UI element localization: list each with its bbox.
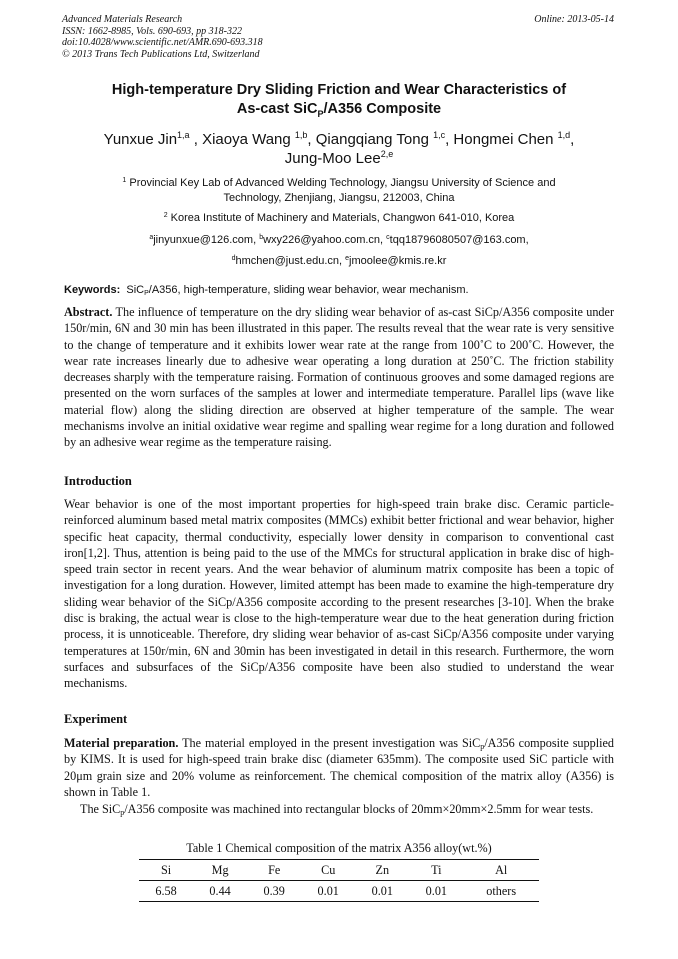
author-line-2 xyxy=(40,149,638,168)
table-header-cell: Si xyxy=(139,860,193,881)
table-header-cell: Al xyxy=(463,860,539,881)
affil-text: Technology, Zhenjiang, Jiangsu, 212003, China xyxy=(223,192,455,204)
affil-text: Korea Institute of Machinery and Materials, Changwon 641-010, Korea xyxy=(167,212,515,224)
table-caption: Table 1 Chemical composition of the matrix A356 alloy(wt.%) xyxy=(186,841,492,855)
email-link[interactable]: tqq18796080507@163.com, xyxy=(389,234,529,246)
title-text: /A356 Composite xyxy=(323,101,442,117)
affiliation-2 xyxy=(60,211,618,226)
title-subscript: P xyxy=(317,108,324,119)
email-mark: a xyxy=(149,234,154,241)
material-preparation-paragraph xyxy=(64,735,614,800)
email-link[interactable]: jinyunxue@126.com, xyxy=(153,234,260,246)
email-link[interactable]: jmoolee@kmis.re.kr xyxy=(349,255,447,267)
table-cell: 0.44 xyxy=(193,881,247,902)
doi-line[interactable]: doi:10.4028/www.scientific.net/AMR.690-693.318 xyxy=(62,37,263,48)
author-affil-mark: 1,a xyxy=(177,130,190,140)
author-name: , Hongmei Chen xyxy=(445,131,558,148)
keyword: /A356, high-temperature, sliding wear behavior, wear mechanism. xyxy=(148,284,469,296)
table-cell: 0.01 xyxy=(301,881,355,902)
subscript: p xyxy=(480,742,485,751)
email-line-1 xyxy=(60,233,618,248)
table-header-row xyxy=(139,860,539,881)
keyword-subscript: P xyxy=(144,290,149,297)
table-header-cell: Ti xyxy=(409,860,463,881)
section-heading-introduction: Introduction xyxy=(64,474,132,488)
email-mark: e xyxy=(345,255,350,262)
online-date: Online: 2013-05-14 xyxy=(534,14,614,25)
email-mark: c xyxy=(386,234,390,241)
keywords-line xyxy=(64,284,469,296)
author-list xyxy=(40,130,638,168)
paragraph-text: The SiC xyxy=(80,802,121,816)
title-line-2 xyxy=(40,100,638,124)
copyright-line: © 2013 Trans Tech Publications Ltd, Switzerland xyxy=(62,48,260,60)
affil-text: Provincial Key Lab of Advanced Welding Technology, Jiangsu University of Science and xyxy=(126,177,556,189)
abstract-text: The influence of temperature on the dry sliding wear behavior of as-cast SiCp/A356 composite under 150r/min, 6N and 30 min has been illustrated in this paper. The results reveal that the wear rate is very sensitive to the change of temperature and it exhibits lower wear rate at the range from 100˚C to 200˚C. However, the wear rate increases linearly due to adhesive wear operating a long duration at 250˚C. The friction stability decreases sharply with the temperature raising. Formation of continuous grooves and some damaged regions are presented on the worn surfaces of the samples at lower and intermediate temperature. Parallel lips (wave like material flow) along the sliding direction are observed at higher temperature of the sample. The wear mechanisms involve an initial oxidative wear regime and spalling wear regime for a long duration and followed by an adhesive wear regime as the temperature raising. xyxy=(64,305,614,450)
table-cell: 0.39 xyxy=(247,881,301,902)
author-affil-mark: 2,e xyxy=(380,149,394,159)
author-name: Jung-Moo Lee xyxy=(284,150,381,167)
author-name: , Xiaoya Wang xyxy=(189,131,295,148)
table-header-cell: Zn xyxy=(355,860,409,881)
author-affil-mark: 1,b xyxy=(294,130,308,140)
affiliation-1 xyxy=(60,176,618,206)
affil-number: 2 xyxy=(163,212,168,219)
title-line-1: High-temperature Dry Sliding Friction and Wear Characteristics of xyxy=(111,82,567,98)
table-header-cell: Mg xyxy=(193,860,247,881)
machining-paragraph xyxy=(64,801,614,817)
author-affil-mark: 1,c xyxy=(433,130,446,140)
email-link[interactable]: wxy226@yahoo.com.cn, xyxy=(263,234,387,246)
author-separator: , xyxy=(570,131,575,148)
title-text: As-cast SiC xyxy=(236,101,318,117)
table-cell: 0.01 xyxy=(355,881,409,902)
author-affil-mark: 1,d xyxy=(557,130,571,140)
author-line-1 xyxy=(40,130,638,149)
email-mark: b xyxy=(259,234,264,241)
author-name: Yunxue Jin xyxy=(103,131,178,148)
subsection-label: Material preparation. xyxy=(64,736,179,750)
email-line-2 xyxy=(60,254,618,269)
author-name: , Qiangqiang Tong xyxy=(307,131,434,148)
subscript: p xyxy=(120,808,125,817)
email-link[interactable]: hmchen@just.edu.cn, xyxy=(235,255,346,267)
paper-title xyxy=(40,81,638,124)
paragraph-text: The material employed in the present investigation was SiC xyxy=(178,736,481,750)
table-cell: 0.01 xyxy=(409,881,463,902)
paragraph-text: /A356 composite supplied by KIMS. It is used for high-speed train brake disc (diameter 635mm). The composite used SiC particle with 20μm grain size and 20% volume as reinforcement. The chemical composition of the matrix alloy (A356) is shown in Table 1. xyxy=(64,736,614,799)
table-row xyxy=(139,881,539,902)
section-heading-experiment: Experiment xyxy=(64,712,128,726)
chemical-composition-table xyxy=(139,859,539,902)
journal-header xyxy=(62,14,263,60)
email-mark: d xyxy=(231,255,236,262)
table-cell: others xyxy=(463,881,539,902)
abstract-paragraph xyxy=(64,304,614,451)
introduction-paragraph: Wear behavior is one of the most important properties for high-speed train brake disc. Ceramic particle-reinforced aluminum based metal matrix composites (MMCs) exhibit better frictional and wear behavior, higher specific heat capacity, thermal conductivity, especially lower density in comparison to conventional cast iron[1,2]. Thus, attention is being paid to the use of the MMCs for structural application in brake disc of high-speed train sector in recent years. And the wear behavior of aluminum matrix composite has been a topic of investigation for a long duration. However, limited attempt has been made to examine the high-temperature dry sliding wear behavior of the SiCp/A356 composite according to the present researches [3-10]. When the brake disc is braking, the actual wear is close to the high-temperature wear due to the heat generation during friction process, it is unnoticeable. Therefore, dry sliding wear behavior of as-cast SiCp/A356 composite under varying temperatures at 150r/min, 6N and 30min has been investigated in detail in this research. Furthermore, the worn surfaces and subsurfaces of the SiCp/A356 composite have been also studied to understand the wear mechanisms. xyxy=(64,497,614,691)
journal-name: Advanced Materials Research xyxy=(62,14,183,25)
table-header-cell: Cu xyxy=(301,860,355,881)
table-cell: 6.58 xyxy=(139,881,193,902)
keywords-label: Keywords: xyxy=(64,284,121,296)
keyword: SiC xyxy=(126,284,145,296)
paragraph-text: /A356 composite was machined into rectangular blocks of 20mm×20mm×2.5mm for wear tests. xyxy=(124,802,594,816)
affil-number: 1 xyxy=(122,177,127,184)
abstract-label: Abstract. xyxy=(64,305,113,319)
issn-line: ISSN: 1662-8985, Vols. 690-693, pp 318-322 xyxy=(62,25,242,37)
table-header-cell: Fe xyxy=(247,860,301,881)
